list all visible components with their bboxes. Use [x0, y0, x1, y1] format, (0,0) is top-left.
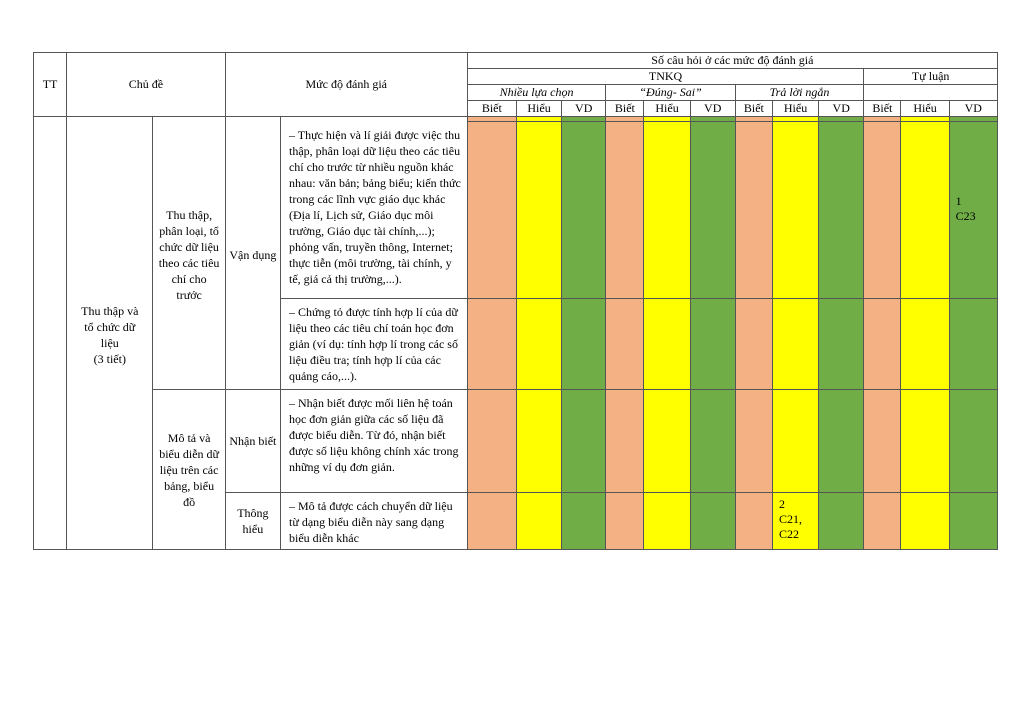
question-id: C23 [955, 209, 976, 223]
col-hieu: Hiểu [772, 101, 818, 117]
question-count-header: Số câu hỏi ở các mức độ đánh giá [467, 53, 997, 69]
main-topic-name-3: liệu [100, 336, 119, 351]
col-biet: Biết [606, 101, 644, 117]
question-count: 1 [955, 194, 962, 208]
multiple-choice-header: Nhiều lựa chọn [467, 85, 606, 101]
level-description: – Chứng tỏ được tính hợp lí của dữ liệu theo các tiêu chí toán học đơn giản (ví dụ: tính hợp lí trong các số liệu điều tra; tính hợp lí của các quảng cáo,...). [280, 299, 467, 390]
tt-header: TT [34, 53, 67, 117]
assessment-matrix-table [33, 52, 998, 550]
col-hieu: Hiểu [644, 101, 690, 117]
main-topic-name-2: tổ chức dữ [84, 320, 136, 335]
question-id: C21, [778, 512, 802, 526]
subtopic-name: Thu thập, phân loại, tổ chức dữ liệu theo các tiêu chí cho trước [153, 122, 225, 390]
col-vd: VD [819, 101, 864, 117]
col-vd: VD [949, 101, 997, 117]
tu-luan-blank [864, 85, 998, 101]
table-row [34, 122, 998, 299]
tu-luan-header: Tự luận [864, 69, 998, 85]
tnkq-header: TNKQ [467, 69, 864, 85]
tt-cell [34, 122, 67, 550]
level-name: Thông hiểu [225, 493, 280, 550]
col-biet: Biết [467, 101, 516, 117]
short-answer-header: Trả lời ngắn [735, 85, 864, 101]
short-answer-hieu-cell [772, 493, 818, 550]
question-id: C22 [778, 527, 799, 541]
level-name: Nhận biết [225, 390, 280, 493]
question-count: 2 [778, 497, 785, 511]
level-description: – Mô tả được cách chuyển dữ liệu từ dạng biểu diễn này sang dạng biểu diễn khác [280, 493, 467, 550]
level-header: Mức độ đánh giá [225, 53, 467, 117]
level-description: – Nhận biết được mối liên hệ toán học đơn giản giữa các số liệu đã được biểu diễn. Từ đó, nhận biết được số liệu không chính xác trong những ví dụ đơn giản. [280, 390, 467, 493]
main-topic-name-1: Thu thập và [81, 304, 139, 319]
main-topic-periods: (3 tiết) [93, 352, 126, 367]
col-vd: VD [690, 101, 735, 117]
tu-luan-vd-cell [949, 122, 997, 299]
level-description: – Thực hiện và lí giải được việc thu thập, phân loại dữ liệu theo các tiêu chí cho trước từ nhiều nguồn khác nhau: văn bản; bảng biểu; kiến thức trong các lĩnh vực giáo dục khác (Địa lí, Lịch sử, Giáo dục môi trường, Giáo dục tài chính,...); phỏng vấn, truyền thông, Internet; thực tiễn (môi trường, tài chính, y tế, giá cả thị trường,...). [280, 122, 467, 299]
table-row [34, 390, 998, 493]
col-biet: Biết [735, 101, 772, 117]
col-biet: Biết [864, 101, 901, 117]
main-topic-cell [67, 122, 153, 550]
col-hieu: Hiểu [516, 101, 561, 117]
col-hieu: Hiểu [901, 101, 949, 117]
level-name: Vận dụng [225, 122, 280, 390]
col-vd: VD [562, 101, 606, 117]
topic-header: Chủ đề [67, 53, 226, 117]
true-false-header: “Đúng- Sai” [606, 85, 736, 101]
subtopic-name: Mô tả và biểu diễn dữ liệu trên các bảng, biểu đồ [153, 390, 225, 550]
